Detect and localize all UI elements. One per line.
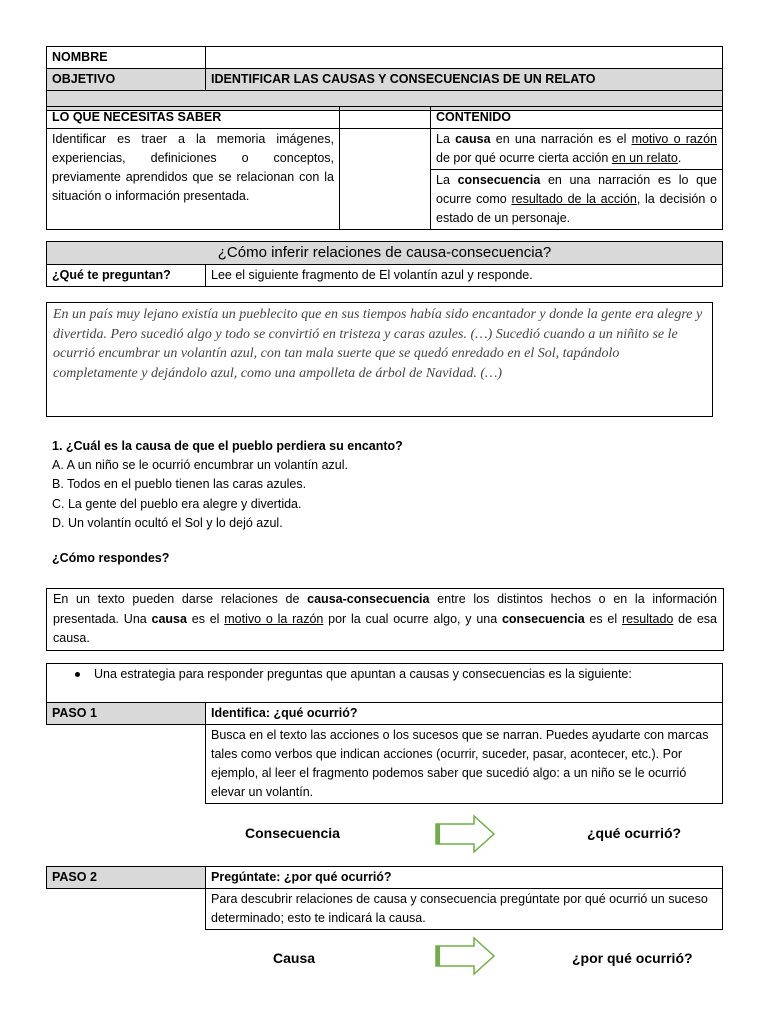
arrow1-right-label: ¿qué ocurrió? bbox=[587, 825, 682, 841]
option-b[interactable]: B. Todos en el pueblo tienen las caras azules. bbox=[52, 477, 307, 492]
arrow2-right-label: ¿por qué ocurrió? bbox=[572, 950, 693, 966]
empty-cell bbox=[47, 889, 206, 930]
paso2-table bbox=[46, 866, 723, 930]
arrow-right-icon bbox=[434, 936, 496, 976]
causa-definition: La causa en una narración es el motivo o razón de por qué ocurre cierta acción en un relato. bbox=[431, 129, 723, 170]
nombre-field[interactable] bbox=[206, 47, 723, 69]
paso2-text: Para descubrir relaciones de causa y consecuencia pregúntate por qué ocurrió un suceso determinado; esto te indicará la causa. bbox=[206, 889, 723, 930]
option-a[interactable]: A. A un niño se le ocurrió encumbrar un volantín azul. bbox=[52, 458, 349, 473]
arrow1-left-label: Consecuencia bbox=[245, 825, 340, 841]
strategy-bullet: Una estrategia para responder preguntas que apuntan a causas y consecuencias es la siguiente: bbox=[47, 664, 723, 703]
strategy-table bbox=[46, 663, 723, 804]
paso1-label: PASO 1 bbox=[47, 703, 206, 725]
ask-label: ¿Qué te preguntan? bbox=[47, 265, 206, 287]
paso1-title: Identifica: ¿qué ocurrió? bbox=[206, 703, 723, 725]
knowledge-table bbox=[46, 106, 723, 230]
arrow2-left-label: Causa bbox=[273, 950, 316, 966]
objetivo-value: IDENTIFICAR LAS CAUSAS Y CONSECUENCIAS DE UN RELATO bbox=[206, 69, 723, 91]
how-title: ¿Cómo respondes? bbox=[52, 551, 170, 565]
empty-cell bbox=[340, 107, 431, 129]
saber-text: Identificar es traer a la memoria imágenes, experiencias, definiciones o conceptos, previamente aprendidos que se relacionan con la situación o información presentada. bbox=[47, 129, 340, 230]
arrow-right-icon bbox=[434, 814, 496, 854]
question-block bbox=[52, 437, 712, 533]
paso2-title: Pregúntate: ¿por qué ocurrió? bbox=[206, 867, 723, 889]
consecuencia-definition: La consecuencia en una narración es lo que ocurre como resultado de la acción, la decisión o estado de un personaje. bbox=[431, 170, 723, 230]
how-box: En un texto pueden darse relaciones de causa-consecuencia entre los distintos hechos o en la información presentada. Una causa es el motivo o la razón por la cual ocurre algo, y una consecuencia es el resultado de esa causa. bbox=[46, 588, 724, 651]
nombre-label: NOMBRE bbox=[47, 47, 206, 69]
option-c[interactable]: C. La gente del pueblo era alegre y divertida. bbox=[52, 496, 302, 511]
objetivo-label: OBJETIVO bbox=[47, 69, 206, 91]
inference-title: ¿Cómo inferir relaciones de causa-consecuencia? bbox=[47, 242, 723, 265]
paso1-text: Busca en el texto las acciones o los sucesos que se narran. Puedes ayudarte con marcas tales como verbos que indican acciones (ocurrir, suceder, pasar, acontecer, etc.). Por ejemplo, al leer el fragmento podemos saber que sucedió algo: a un niño se le ocurrió elevar un volantín. bbox=[206, 725, 723, 804]
bullet-icon bbox=[75, 672, 80, 677]
empty-cell bbox=[340, 129, 431, 230]
header-table bbox=[46, 46, 723, 111]
inference-table bbox=[46, 241, 723, 287]
ask-text: Lee el siguiente fragmento de El volantín azul y responde. bbox=[206, 265, 723, 287]
question-text: 1. ¿Cuál es la causa de que el pueblo perdiera su encanto? bbox=[52, 439, 403, 453]
saber-title: LO QUE NECESITAS SABER bbox=[47, 107, 340, 129]
paso2-label: PASO 2 bbox=[47, 867, 206, 889]
contenido-title: CONTENIDO bbox=[431, 107, 723, 129]
story-passage: En un país muy lejano existía un pueblecito que en sus tiempos había sido encantador y donde la gente era alegre y divertida. Pero sucedió algo y todo se convirtió en tristeza y caras azules. (…) Sucedió cuando a un niñito se le ocurrió encumbrar un volantín azul, con tan mala suerte que se quedó enredado en el Sol, tapándolo completamente y dejándolo azul, como una ampolleta de árbol de Navidad. (…) bbox=[46, 302, 713, 417]
option-d[interactable]: D. Un volantín ocultó el Sol y lo dejó azul. bbox=[52, 515, 283, 530]
empty-cell bbox=[47, 725, 206, 804]
